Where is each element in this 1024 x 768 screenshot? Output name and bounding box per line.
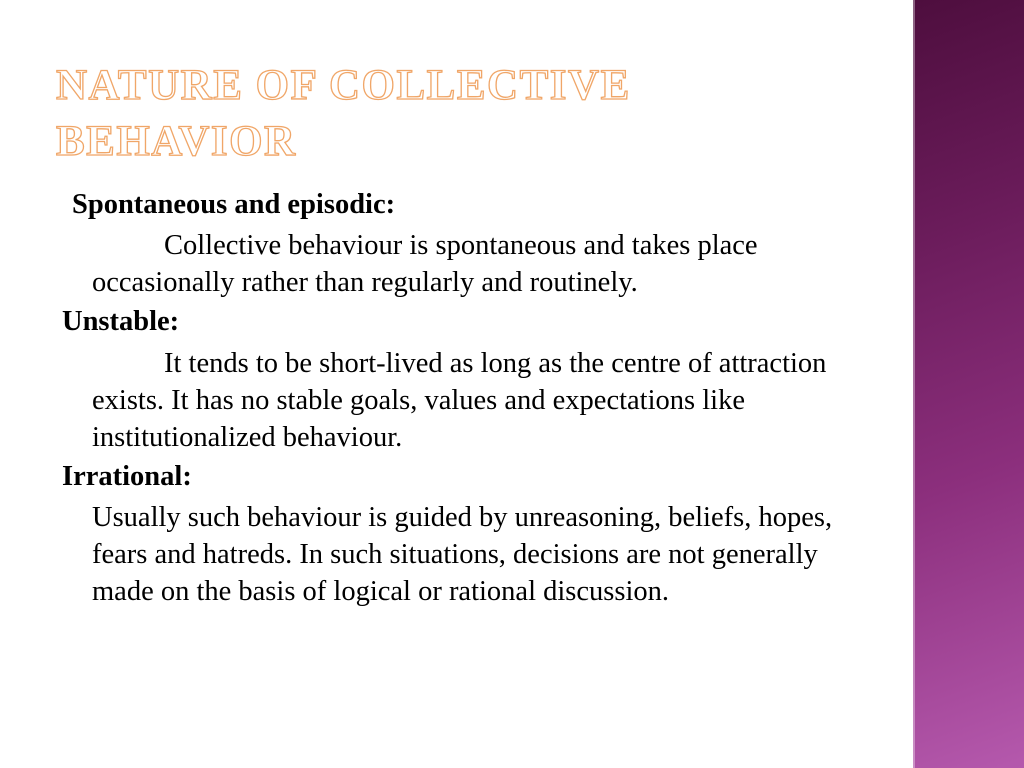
slide-content [62, 186, 862, 610]
section-text-irrational: Usually such behaviour is guided by unreasoning, beliefs, hopes, fears and hatreds. In such situations, decisions are not generally made on the basis of logical or rational discussion. [92, 502, 833, 607]
section-text-spontaneous: Collective behaviour is spontaneous and takes place occasionally rather than regularly and routinely. [92, 230, 758, 298]
section-heading-unstable: Unstable: [62, 306, 180, 337]
section-text-unstable: It tends to be short-lived as long as the centre of attraction exists. It has no stable goals, values and expectations like institutionalized behaviour. [92, 348, 827, 453]
slide-title: NATURE OF COLLECTIVE BEHAVIOR [56, 62, 631, 165]
section-heading-irrational: Irrational: [62, 461, 192, 492]
decorative-side-bar [913, 0, 1024, 768]
section-heading-spontaneous: Spontaneous and episodic: [72, 189, 396, 220]
